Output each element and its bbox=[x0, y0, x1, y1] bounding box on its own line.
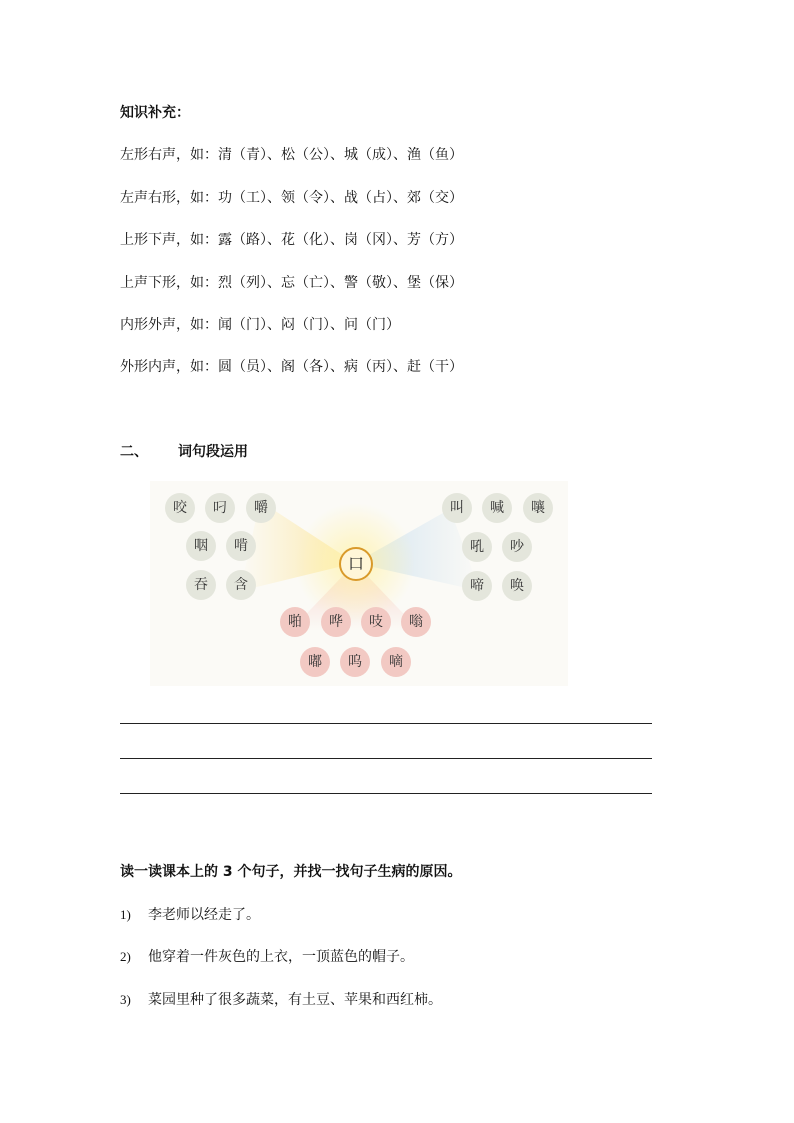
left-char: 含 bbox=[226, 570, 256, 600]
right-char: 叫 bbox=[442, 493, 472, 523]
left-char: 吞 bbox=[186, 570, 216, 600]
answer-line bbox=[120, 793, 652, 794]
item-number: 2) bbox=[120, 949, 131, 964]
section-title: 词句段运用 bbox=[178, 444, 248, 460]
right-char: 嚷 bbox=[523, 493, 553, 523]
bottom-char: 吱 bbox=[361, 607, 391, 637]
supplement-line: 内形外声，如：闻（门）、闷（门）、问（门） bbox=[120, 317, 400, 333]
item-text: 李老师以经走了。 bbox=[148, 907, 260, 923]
bottom-char: 嘀 bbox=[381, 647, 411, 677]
supplement-line: 外形内声，如：圆（员）、阁（各）、病（丙）、赶（干） bbox=[120, 359, 463, 375]
right-char: 喊 bbox=[482, 493, 512, 523]
supplement-line: 左形右声，如：清（青）、松（公）、城（成）、渔（鱼） bbox=[120, 147, 463, 163]
answer-line bbox=[120, 723, 652, 724]
right-char: 吵 bbox=[502, 532, 532, 562]
supplement-line: 上形下声，如：露（路）、花（化）、岗（冈）、芳（方） bbox=[120, 232, 463, 248]
left-char: 嚼 bbox=[246, 493, 276, 523]
right-char: 吼 bbox=[462, 532, 492, 562]
left-char: 咬 bbox=[165, 493, 195, 523]
item-text: 菜园里种了很多蔬菜，有土豆、苹果和西红柿。 bbox=[148, 992, 442, 1008]
right-char: 唤 bbox=[502, 571, 532, 601]
item-text: 他穿着一件灰色的上衣，一顶蓝色的帽子。 bbox=[148, 949, 414, 965]
item-number: 1) bbox=[120, 907, 131, 922]
exercise-title: 读一读课本上的 3 个句子，并找一找句子生病的原因。 bbox=[120, 864, 462, 880]
right-char: 啼 bbox=[462, 571, 492, 601]
bottom-char: 啪 bbox=[280, 607, 310, 637]
answer-line bbox=[120, 758, 652, 759]
item-number: 3) bbox=[120, 992, 131, 1007]
bottom-char: 哗 bbox=[321, 607, 351, 637]
left-char: 啃 bbox=[226, 531, 256, 561]
left-char: 咽 bbox=[186, 531, 216, 561]
supplement-title: 知识补充： bbox=[120, 105, 190, 121]
supplement-line: 左声右形，如：功（工）、领（令）、战（占）、郊（交） bbox=[120, 190, 463, 206]
character-diagram bbox=[150, 481, 568, 686]
bottom-char: 嗡 bbox=[401, 607, 431, 637]
supplement-line: 上声下形，如：烈（列）、忘（亡）、警（敬）、堡（保） bbox=[120, 275, 463, 291]
section-number: 二、 bbox=[120, 444, 148, 460]
center-character: 口 bbox=[339, 547, 373, 581]
left-char: 叼 bbox=[205, 493, 235, 523]
bottom-char: 嘟 bbox=[300, 647, 330, 677]
bottom-char: 呜 bbox=[340, 647, 370, 677]
